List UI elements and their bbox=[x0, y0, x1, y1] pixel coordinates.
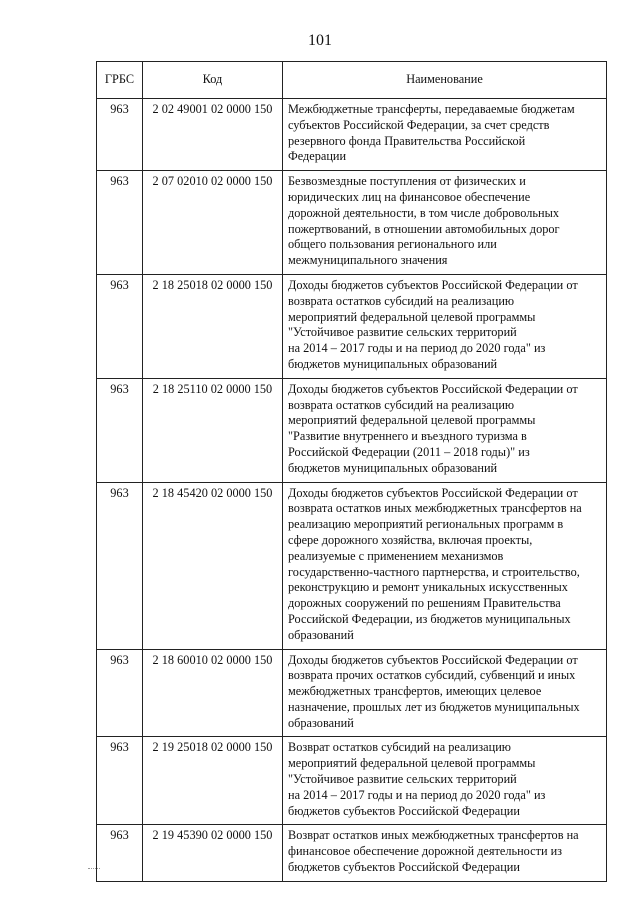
name-line: дорожной деятельности, в том числе добровольных bbox=[288, 205, 559, 220]
code-cell: 2 07 02010 02 0000 150 bbox=[143, 171, 283, 275]
name-cell bbox=[283, 482, 607, 649]
name-line: юридических лиц на финансовое обеспечение bbox=[288, 189, 531, 204]
name-line: возврата остатков субсидий на реализацию bbox=[288, 293, 515, 308]
name-line: пожертвований, в отношении автомобильных дорог bbox=[288, 221, 560, 236]
name-line: субъектов Российской Федерации, за счет средств bbox=[288, 117, 550, 132]
code-cell: 2 19 25018 02 0000 150 bbox=[143, 737, 283, 825]
name-line: межмуниципального значения bbox=[288, 253, 448, 268]
name-line: "Устойчивое развитие сельских территорий bbox=[288, 325, 517, 340]
grbs-cell: 963 bbox=[97, 825, 143, 881]
name-line: бюджетов муниципальных образований bbox=[288, 460, 498, 475]
code-cell: 2 19 45390 02 0000 150 bbox=[143, 825, 283, 881]
name-line: бюджетов муниципальных образований bbox=[288, 356, 498, 371]
budget-codes-table bbox=[96, 61, 607, 882]
table-row bbox=[97, 737, 607, 825]
name-line: реализуемые с применением механизмов bbox=[288, 548, 504, 563]
name-line: Межбюджетные трансферты, передаваемые бюджетам bbox=[288, 102, 575, 116]
name-line: Российской Федерации, из бюджетов муниципальных bbox=[288, 611, 571, 626]
name-line: Возврат остатков иных межбюджетных трансфертов на bbox=[288, 828, 579, 843]
name-cell bbox=[283, 171, 607, 275]
name-line: возврата остатков субсидий на реализацию bbox=[288, 397, 515, 412]
name-line: межбюджетных трансфертов, имеющих целевое bbox=[288, 684, 542, 699]
name-line: Федерации bbox=[288, 149, 347, 164]
code-cell: 2 18 25018 02 0000 150 bbox=[143, 274, 283, 378]
name-line: на 2014 – 2017 годы и на период до 2020 года" из bbox=[288, 787, 546, 802]
name-line: реализацию мероприятий региональных программ в bbox=[288, 517, 564, 532]
name-line: "Развитие внутреннего и въездного туризма в bbox=[288, 429, 527, 444]
table-row bbox=[97, 825, 607, 881]
code-cell: 2 18 60010 02 0000 150 bbox=[143, 649, 283, 737]
name-line: резервного фонда Правительства Российской bbox=[288, 133, 526, 148]
name-line: государственно-частного партнерства, и строительство, bbox=[288, 564, 580, 579]
name-line: Российской Федерации (2011 – 2018 годы)" из bbox=[288, 444, 530, 459]
code-cell: 2 02 49001 02 0000 150 bbox=[143, 99, 283, 171]
name-line: Доходы бюджетов субъектов Российской Федерации от bbox=[288, 277, 578, 292]
grbs-cell: 963 bbox=[97, 482, 143, 649]
name-line: финансовое обеспечение дорожной деятельности из bbox=[288, 844, 563, 859]
name-cell bbox=[283, 737, 607, 825]
code-cell: 2 18 25110 02 0000 150 bbox=[143, 378, 283, 482]
name-line: сфере дорожного хозяйства, включая проекты, bbox=[288, 532, 533, 547]
table-header-row bbox=[97, 62, 607, 99]
grbs-cell: 963 bbox=[97, 649, 143, 737]
name-line: "Устойчивое развитие сельских территорий bbox=[288, 772, 517, 787]
name-line: мероприятий федеральной целевой программы bbox=[288, 756, 536, 771]
table-row bbox=[97, 274, 607, 378]
name-cell bbox=[283, 649, 607, 737]
table-row bbox=[97, 482, 607, 649]
grbs-cell: 963 bbox=[97, 737, 143, 825]
name-line: образований bbox=[288, 627, 354, 642]
name-line: возврата остатков иных межбюджетных трансфертов на bbox=[288, 501, 582, 516]
name-line: общего пользования регионального или bbox=[288, 237, 497, 252]
name-line: Возврат остатков субсидий на реализацию bbox=[288, 740, 511, 755]
grbs-cell: 963 bbox=[97, 378, 143, 482]
table-row bbox=[97, 378, 607, 482]
table-row bbox=[97, 99, 607, 171]
name-line: Доходы бюджетов субъектов Российской Федерации от bbox=[288, 652, 578, 667]
header-code: Код bbox=[143, 62, 283, 99]
name-line: на 2014 – 2017 годы и на период до 2020 года" из bbox=[288, 341, 546, 356]
table-body bbox=[97, 99, 607, 882]
name-line: дорожных сооружений по решениям Правительства bbox=[288, 596, 561, 611]
scan-artifact bbox=[88, 868, 100, 870]
table-row bbox=[97, 171, 607, 275]
name-cell bbox=[283, 825, 607, 881]
name-line: бюджетов субъектов Российской Федерации bbox=[288, 803, 520, 818]
name-cell bbox=[283, 378, 607, 482]
header-grbs: ГРБС bbox=[97, 62, 143, 99]
name-line: назначение, прошлых лет из бюджетов муниципальных bbox=[288, 699, 580, 714]
name-line: бюджетов субъектов Российской Федерации bbox=[288, 860, 520, 875]
table-row bbox=[97, 649, 607, 737]
grbs-cell: 963 bbox=[97, 99, 143, 171]
code-cell: 2 18 45420 02 0000 150 bbox=[143, 482, 283, 649]
header-name: Наименование bbox=[283, 62, 607, 99]
name-line: Безвозмездные поступления от физических и bbox=[288, 174, 526, 189]
page-number: 101 bbox=[308, 32, 332, 49]
name-line: возврата прочих остатков субсидий, субвенций и иных bbox=[288, 668, 576, 683]
name-line: мероприятий федеральной целевой программы bbox=[288, 309, 536, 324]
name-line: Доходы бюджетов субъектов Российской Федерации от bbox=[288, 485, 578, 500]
grbs-cell: 963 bbox=[97, 171, 143, 275]
name-line: мероприятий федеральной целевой программы bbox=[288, 413, 536, 428]
name-line: реконструкцию и ремонт уникальных искусственных bbox=[288, 580, 568, 595]
name-cell bbox=[283, 99, 607, 171]
name-line: образований bbox=[288, 715, 354, 730]
name-cell bbox=[283, 274, 607, 378]
name-line: Доходы бюджетов субъектов Российской Федерации от bbox=[288, 381, 578, 396]
grbs-cell: 963 bbox=[97, 274, 143, 378]
